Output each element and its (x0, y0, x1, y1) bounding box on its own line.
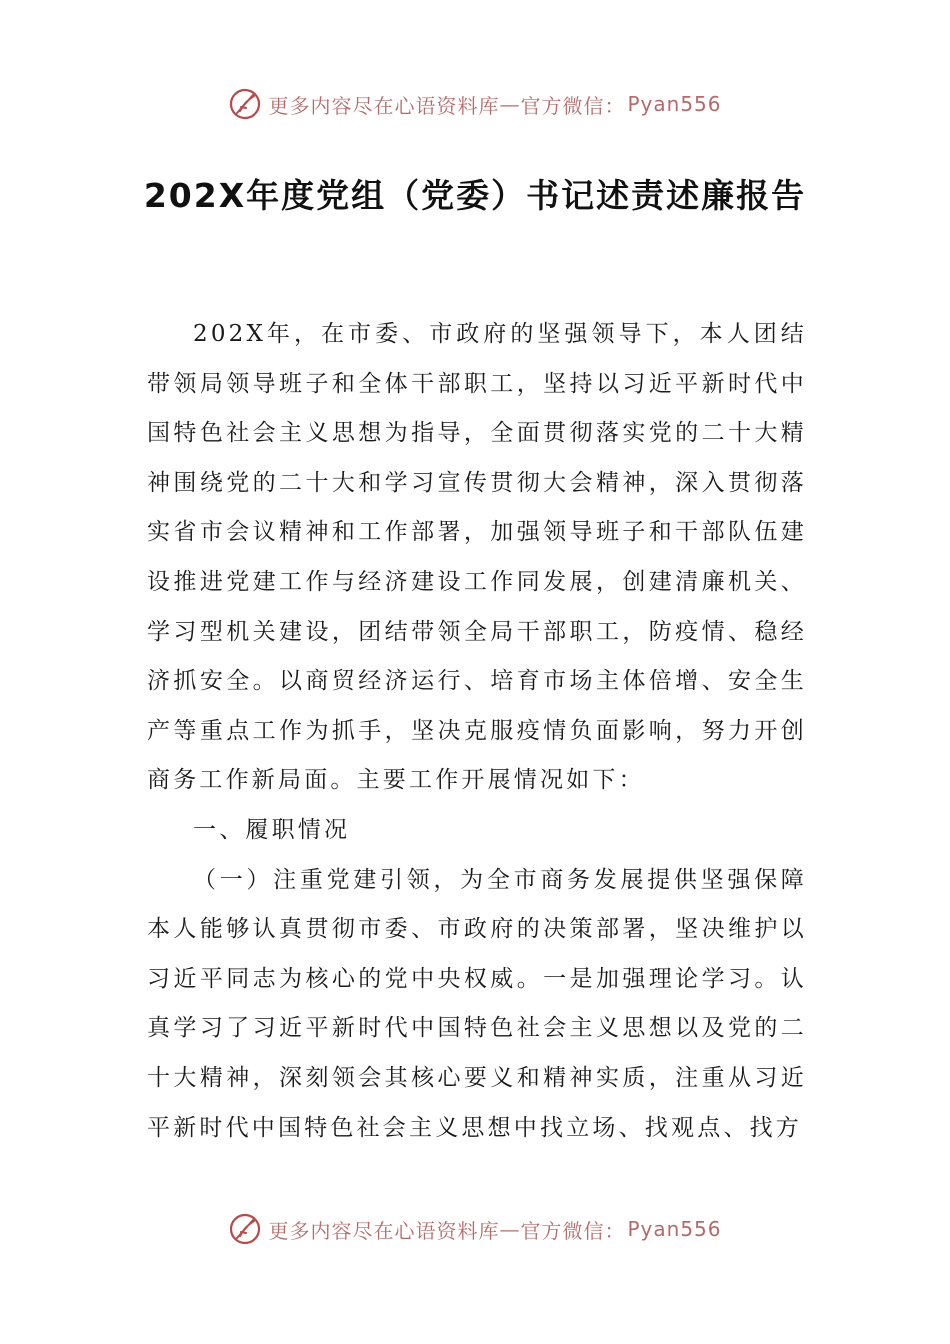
paragraph-subsection: （一）注重党建引领，为全市商务发展提供坚强保障本人能够认真贯彻市委、市政府的决策部署，坚决维护以习近平同志为核心的党中央权威。一是加强理论学习。认真学习了习近平新时代中国特色社会主义思想以及党的二十大精神，深刻领会其核心要义和精神实质，注重从习近平新时代中国特色社会主义思想中找立场、找观点、找方 (147, 866, 807, 1141)
paragraph-intro: 202X年，在市委、市政府的坚强领导下，本人团结带领局领导班子和全体干部职工，坚持以习近平新时代中国特色社会主义思想为指导，全面贯彻落实党的二十大精神围绕党的二十大和学习宣传贯彻大会精神，深入贯彻落实省市会议精神和工作部署，加强领导班子和干部队伍建设推进党建工作与经济建设工作同发展，创建清廉机关、学习型机关建设，团结带领全局干部职工，防疫情、稳经济抓安全。以商贸经济运行、培育市场主体倍增、安全生产等重点工作为抓手，坚决克服疫情负面影响，努力开创商务工作新局面。主要工作开展情况如下： (147, 321, 807, 794)
watermark-wechat-id: Pyan556 (627, 92, 722, 116)
watermark-brand: 更多内容尽在心语资料库 (268, 1218, 500, 1243)
quill-logo-icon (228, 1212, 262, 1246)
watermark-header (0, 84, 950, 124)
document-title: 202X年度党组（党委）书记述责述廉报告 (143, 176, 807, 215)
watermark-brand: 更多内容尽在心语资料库 (268, 93, 500, 118)
quill-logo-icon (228, 87, 262, 121)
watermark-separator: — (499, 92, 521, 116)
document-body (147, 310, 807, 1153)
watermark-wechat-id: Pyan556 (627, 1217, 722, 1241)
watermark-wechat-label: 官方微信： (520, 93, 626, 118)
watermark-footer (0, 1209, 950, 1249)
watermark-separator: — (499, 1217, 521, 1241)
section-heading: 一、履职情况 (193, 816, 351, 843)
watermark-wechat-label: 官方微信： (520, 1218, 626, 1243)
